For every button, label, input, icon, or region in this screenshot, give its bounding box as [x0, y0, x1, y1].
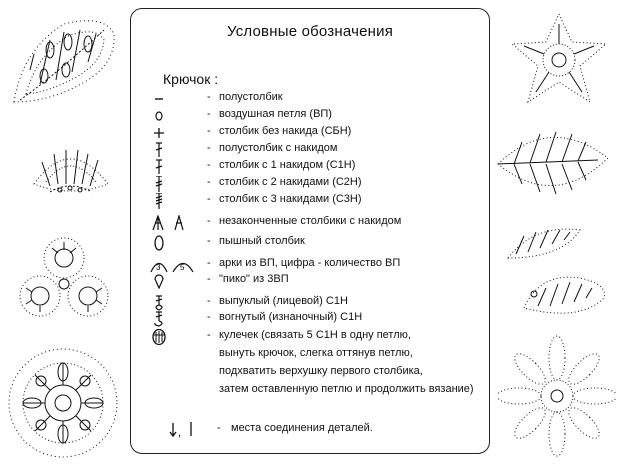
arch-count-label: 3 — [156, 263, 161, 272]
legend-text: воздушная петля (ВП) — [219, 108, 332, 120]
legend-dash: - — [207, 142, 211, 154]
legend-dash: - — [207, 311, 211, 323]
joining-symbol-separator: , — [178, 427, 182, 438]
legend-row — [131, 295, 489, 311]
curved-leaf-motif-chart-right — [504, 222, 584, 264]
legend-text: "пико" из 3ВП — [219, 273, 289, 285]
arch-count-label: 5 — [180, 263, 185, 272]
legend-dash: - — [217, 422, 221, 434]
legend-row — [131, 273, 489, 289]
shell-motif-chart-left — [30, 140, 112, 202]
leaf-motif-chart-top-left — [4, 10, 122, 114]
legend-row — [131, 159, 489, 175]
legend-row — [131, 193, 489, 209]
half-double-crochet-symbol-icon — [145, 142, 201, 158]
leaf-motif-chart-right — [494, 118, 612, 206]
bobble-description-line: затем оставленную петлю и продолжить вязание) — [219, 383, 474, 395]
legend-panel — [130, 8, 490, 454]
daisy-motif-chart-bottom-right — [498, 332, 616, 460]
flower-motif-chart-bottom-left — [4, 344, 122, 462]
treble-crochet-symbol-icon — [145, 176, 201, 192]
legend-row — [131, 108, 489, 124]
legend-row — [131, 235, 489, 251]
bobble-description-line: вынуть крючок, слегка оттянув петлю, — [219, 347, 413, 359]
bobble-description-line: подхватить верхушку первого столбика, — [219, 365, 423, 377]
legend-dash: - — [207, 159, 211, 171]
legend-text: столбик без накида (СБН) — [219, 125, 352, 137]
legend-text: полустолбик с накидом — [219, 142, 338, 154]
double-treble-symbol-icon — [145, 193, 201, 209]
chain-stitch-symbol-icon — [145, 108, 201, 124]
chain-arch-symbol-icon — [145, 257, 201, 273]
legend-text: незаконченные столбики с накидом — [219, 215, 402, 227]
legend-row — [131, 91, 489, 107]
front-post-symbol-icon — [145, 295, 201, 311]
half-stitch-symbol-icon — [145, 91, 201, 107]
legend-text: кулечек (связать 5 С1Н в одну петлю, — [219, 329, 411, 341]
legend-row — [131, 142, 489, 158]
double-crochet-symbol-icon — [145, 159, 201, 175]
legend-text: выпуклый (лицевой) С1Н — [219, 295, 348, 307]
legend-row — [131, 215, 489, 231]
legend-dash: - — [207, 125, 211, 137]
unfinished-stitches-symbol-icon — [145, 215, 201, 231]
legend-text: вогнутый (изнаночный) С1Н — [219, 311, 363, 323]
legend-text: столбик с 2 накидами (С2Н) — [219, 176, 362, 188]
legend-text: столбик с 3 накидами (С3Н) — [219, 193, 362, 205]
legend-dash: - — [207, 215, 211, 227]
legend-dash: - — [207, 91, 211, 103]
legend-row — [131, 257, 489, 273]
bobble-symbol-icon — [145, 329, 201, 345]
crochet-section-label: Крючок : — [163, 71, 219, 87]
star-flower-motif-chart-top-right — [506, 10, 612, 108]
legend-text: столбик с 1 накидом (С1Н) — [219, 159, 356, 171]
legend-text: места соединения деталей. — [231, 422, 373, 434]
legend-dash: - — [207, 176, 211, 188]
legend-text: полустолбик — [219, 91, 283, 103]
legend-dash: - — [207, 273, 211, 285]
back-post-symbol-icon — [145, 311, 201, 327]
legend-dash: - — [207, 295, 211, 307]
puff-stitch-symbol-icon — [145, 235, 201, 251]
joining-symbol-icon — [145, 422, 201, 438]
picot-symbol-icon — [145, 273, 201, 289]
legend-dash: - — [207, 329, 211, 341]
legend-text: пышный столбик — [219, 235, 305, 247]
small-leaf-motif-chart-right — [520, 268, 610, 324]
legend-row — [131, 422, 489, 438]
legend-dash: - — [207, 193, 211, 205]
legend-dash: - — [207, 257, 211, 269]
legend-row — [131, 125, 489, 141]
legend-row — [131, 329, 489, 345]
legend-title: Условные обозначения — [226, 23, 394, 40]
single-crochet-symbol-icon — [145, 125, 201, 141]
legend-row — [131, 311, 489, 327]
trefoil-motif-chart-left — [16, 234, 112, 324]
legend-dash: - — [207, 235, 211, 247]
legend-text: арки из ВП, цифра - количество ВП — [219, 257, 401, 269]
legend-dash: - — [207, 108, 211, 120]
legend-row — [131, 176, 489, 192]
